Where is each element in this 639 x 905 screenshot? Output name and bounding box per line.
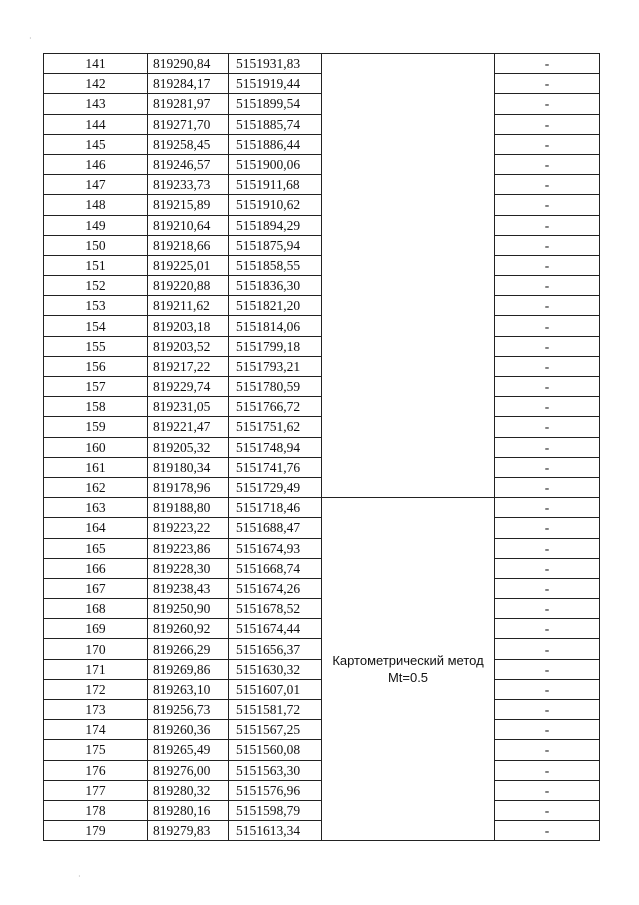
method-cell: Картометрический метод Mt=0.5 [322,498,495,841]
point-number-cell: 172 [44,679,148,699]
accuracy-cell: - [495,619,600,639]
x-coordinate-cell: 819203,52 [148,336,229,356]
point-number-cell: 162 [44,477,148,497]
point-number-cell: 173 [44,700,148,720]
y-coordinate-cell: 5151886,44 [229,134,322,154]
accuracy-cell: - [495,558,600,578]
y-coordinate-cell: 5151576,96 [229,780,322,800]
point-number-cell: 174 [44,720,148,740]
scan-speck: · [78,872,81,881]
point-number-cell: 169 [44,619,148,639]
x-coordinate-cell: 819279,83 [148,821,229,841]
y-coordinate-cell: 5151668,74 [229,558,322,578]
y-coordinate-cell: 5151875,94 [229,235,322,255]
x-coordinate-cell: 819269,86 [148,659,229,679]
accuracy-cell: - [495,276,600,296]
x-coordinate-cell: 819211,62 [148,296,229,316]
x-coordinate-cell: 819203,18 [148,316,229,336]
accuracy-cell: - [495,639,600,659]
y-coordinate-cell: 5151674,93 [229,538,322,558]
point-number-cell: 175 [44,740,148,760]
y-coordinate-cell: 5151766,72 [229,397,322,417]
method-cell-empty [322,54,495,498]
x-coordinate-cell: 819220,88 [148,276,229,296]
point-number-cell: 154 [44,316,148,336]
y-coordinate-cell: 5151741,76 [229,457,322,477]
accuracy-cell: - [495,255,600,275]
accuracy-cell: - [495,457,600,477]
x-coordinate-cell: 819238,43 [148,578,229,598]
coordinates-table [43,53,600,841]
y-coordinate-cell: 5151581,72 [229,700,322,720]
accuracy-cell: - [495,800,600,820]
x-coordinate-cell: 819218,66 [148,235,229,255]
y-coordinate-cell: 5151894,29 [229,215,322,235]
y-coordinate-cell: 5151836,30 [229,276,322,296]
x-coordinate-cell: 819233,73 [148,175,229,195]
point-number-cell: 163 [44,498,148,518]
accuracy-cell: - [495,74,600,94]
point-number-cell: 167 [44,578,148,598]
x-coordinate-cell: 819281,97 [148,94,229,114]
x-coordinate-cell: 819217,22 [148,356,229,376]
point-number-cell: 164 [44,518,148,538]
y-coordinate-cell: 5151560,08 [229,740,322,760]
point-number-cell: 150 [44,235,148,255]
y-coordinate-cell: 5151751,62 [229,417,322,437]
point-number-cell: 144 [44,114,148,134]
y-coordinate-cell: 5151858,55 [229,255,322,275]
accuracy-cell: - [495,316,600,336]
accuracy-cell: - [495,215,600,235]
point-number-cell: 141 [44,54,148,74]
table-row [44,54,600,74]
x-coordinate-cell: 819280,16 [148,800,229,820]
y-coordinate-cell: 5151910,62 [229,195,322,215]
accuracy-cell: - [495,336,600,356]
x-coordinate-cell: 819225,01 [148,255,229,275]
point-number-cell: 168 [44,599,148,619]
point-number-cell: 165 [44,538,148,558]
point-number-cell: 178 [44,800,148,820]
x-coordinate-cell: 819276,00 [148,760,229,780]
y-coordinate-cell: 5151674,44 [229,619,322,639]
accuracy-cell: - [495,821,600,841]
x-coordinate-cell: 819180,34 [148,457,229,477]
coordinates-table-body [44,54,600,841]
x-coordinate-cell: 819215,89 [148,195,229,215]
x-coordinate-cell: 819228,30 [148,558,229,578]
accuracy-cell: - [495,700,600,720]
scan-speck: · [29,34,32,43]
point-number-cell: 156 [44,356,148,376]
accuracy-cell: - [495,175,600,195]
y-coordinate-cell: 5151814,06 [229,316,322,336]
point-number-cell: 147 [44,175,148,195]
point-number-cell: 143 [44,94,148,114]
y-coordinate-cell: 5151931,83 [229,54,322,74]
accuracy-cell: - [495,760,600,780]
y-coordinate-cell: 5151911,68 [229,175,322,195]
accuracy-cell: - [495,498,600,518]
accuracy-cell: - [495,296,600,316]
x-coordinate-cell: 819265,49 [148,740,229,760]
accuracy-cell: - [495,659,600,679]
x-coordinate-cell: 819258,45 [148,134,229,154]
point-number-cell: 151 [44,255,148,275]
x-coordinate-cell: 819223,22 [148,518,229,538]
y-coordinate-cell: 5151656,37 [229,639,322,659]
accuracy-cell: - [495,235,600,255]
x-coordinate-cell: 819250,90 [148,599,229,619]
y-coordinate-cell: 5151780,59 [229,377,322,397]
accuracy-cell: - [495,720,600,740]
x-coordinate-cell: 819284,17 [148,74,229,94]
x-coordinate-cell: 819260,36 [148,720,229,740]
y-coordinate-cell: 5151598,79 [229,800,322,820]
y-coordinate-cell: 5151885,74 [229,114,322,134]
point-number-cell: 158 [44,397,148,417]
y-coordinate-cell: 5151674,26 [229,578,322,598]
point-number-cell: 161 [44,457,148,477]
accuracy-cell: - [495,477,600,497]
point-number-cell: 179 [44,821,148,841]
y-coordinate-cell: 5151607,01 [229,679,322,699]
accuracy-cell: - [495,538,600,558]
point-number-cell: 155 [44,336,148,356]
y-coordinate-cell: 5151563,30 [229,760,322,780]
accuracy-cell: - [495,397,600,417]
y-coordinate-cell: 5151899,54 [229,94,322,114]
accuracy-cell: - [495,417,600,437]
x-coordinate-cell: 819223,86 [148,538,229,558]
x-coordinate-cell: 819178,96 [148,477,229,497]
point-number-cell: 157 [44,377,148,397]
y-coordinate-cell: 5151900,06 [229,154,322,174]
point-number-cell: 177 [44,780,148,800]
point-number-cell: 171 [44,659,148,679]
y-coordinate-cell: 5151799,18 [229,336,322,356]
x-coordinate-cell: 819280,32 [148,780,229,800]
accuracy-cell: - [495,780,600,800]
accuracy-cell: - [495,356,600,376]
accuracy-cell: - [495,195,600,215]
accuracy-cell: - [495,599,600,619]
accuracy-cell: - [495,437,600,457]
accuracy-cell: - [495,518,600,538]
y-coordinate-cell: 5151793,21 [229,356,322,376]
point-number-cell: 148 [44,195,148,215]
y-coordinate-cell: 5151567,25 [229,720,322,740]
x-coordinate-cell: 819221,47 [148,417,229,437]
point-number-cell: 170 [44,639,148,659]
table-row [44,498,600,518]
y-coordinate-cell: 5151919,44 [229,74,322,94]
x-coordinate-cell: 819256,73 [148,700,229,720]
accuracy-cell: - [495,154,600,174]
x-coordinate-cell: 819266,29 [148,639,229,659]
point-number-cell: 166 [44,558,148,578]
point-number-cell: 142 [44,74,148,94]
x-coordinate-cell: 819210,64 [148,215,229,235]
y-coordinate-cell: 5151688,47 [229,518,322,538]
point-number-cell: 149 [44,215,148,235]
x-coordinate-cell: 819229,74 [148,377,229,397]
point-number-cell: 152 [44,276,148,296]
x-coordinate-cell: 819205,32 [148,437,229,457]
y-coordinate-cell: 5151678,52 [229,599,322,619]
y-coordinate-cell: 5151613,34 [229,821,322,841]
y-coordinate-cell: 5151729,49 [229,477,322,497]
x-coordinate-cell: 819188,80 [148,498,229,518]
point-number-cell: 160 [44,437,148,457]
accuracy-cell: - [495,377,600,397]
point-number-cell: 159 [44,417,148,437]
accuracy-cell: - [495,578,600,598]
y-coordinate-cell: 5151748,94 [229,437,322,457]
accuracy-cell: - [495,679,600,699]
point-number-cell: 145 [44,134,148,154]
accuracy-cell: - [495,114,600,134]
accuracy-cell: - [495,94,600,114]
point-number-cell: 176 [44,760,148,780]
x-coordinate-cell: 819290,84 [148,54,229,74]
x-coordinate-cell: 819271,70 [148,114,229,134]
x-coordinate-cell: 819260,92 [148,619,229,639]
point-number-cell: 153 [44,296,148,316]
point-number-cell: 146 [44,154,148,174]
accuracy-cell: - [495,54,600,74]
x-coordinate-cell: 819246,57 [148,154,229,174]
y-coordinate-cell: 5151821,20 [229,296,322,316]
y-coordinate-cell: 5151718,46 [229,498,322,518]
accuracy-cell: - [495,740,600,760]
x-coordinate-cell: 819263,10 [148,679,229,699]
y-coordinate-cell: 5151630,32 [229,659,322,679]
accuracy-cell: - [495,134,600,154]
x-coordinate-cell: 819231,05 [148,397,229,417]
